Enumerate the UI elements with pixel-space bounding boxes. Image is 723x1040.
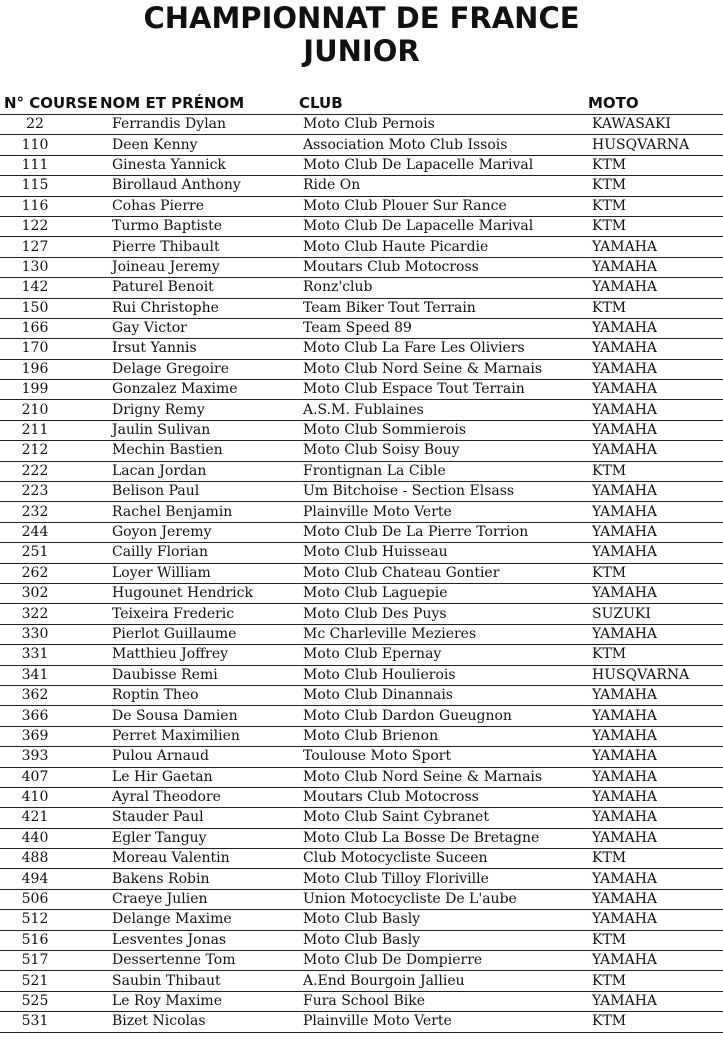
- race-number-cell: 115: [0, 176, 100, 196]
- table-row: [0, 176, 723, 196]
- race-number-cell: 488: [0, 849, 100, 869]
- rider-name-cell: Lesventes Jonas: [100, 930, 299, 950]
- moto-cell: KTM: [588, 563, 723, 583]
- table-row: [0, 380, 723, 400]
- club-cell: Moto Club Nord Seine & Marnais: [299, 359, 588, 379]
- club-cell: Moutars Club Motocross: [299, 257, 588, 277]
- moto-cell: YAMAHA: [588, 808, 723, 828]
- race-number-cell: 251: [0, 543, 100, 563]
- race-number-cell: 150: [0, 298, 100, 318]
- table-row: [0, 767, 723, 787]
- race-number-cell: 122: [0, 216, 100, 236]
- race-number-cell: 142: [0, 278, 100, 298]
- table-row: [0, 624, 723, 644]
- race-number-cell: 410: [0, 787, 100, 807]
- table-row: [0, 747, 723, 767]
- moto-cell: YAMAHA: [588, 522, 723, 542]
- rider-name-cell: Gay Victor: [100, 318, 299, 338]
- table-row: [0, 645, 723, 665]
- club-cell: Moto Club Soisy Bouy: [299, 441, 588, 461]
- table-row: [0, 808, 723, 828]
- table-row: [0, 889, 723, 909]
- moto-cell: KTM: [588, 971, 723, 991]
- rider-name-cell: Jaulin Sulivan: [100, 420, 299, 440]
- club-cell: Mc Charleville Mezieres: [299, 624, 588, 644]
- race-number-cell: 330: [0, 624, 100, 644]
- club-cell: Moto Club Haute Picardie: [299, 237, 588, 257]
- race-number-cell: 421: [0, 808, 100, 828]
- table-row: [0, 155, 723, 175]
- table-row: [0, 237, 723, 257]
- race-number-cell: 212: [0, 441, 100, 461]
- race-number-cell: 111: [0, 155, 100, 175]
- moto-cell: KTM: [588, 298, 723, 318]
- race-number-cell: 331: [0, 645, 100, 665]
- club-cell: Moto Club Tilloy Floriville: [299, 869, 588, 889]
- table-row: [0, 502, 723, 522]
- moto-cell: YAMAHA: [588, 237, 723, 257]
- moto-cell: YAMAHA: [588, 910, 723, 930]
- table-header-row: [0, 90, 723, 115]
- table-row: [0, 787, 723, 807]
- rider-name-cell: Le Hir Gaetan: [100, 767, 299, 787]
- race-number-cell: 110: [0, 135, 100, 155]
- moto-cell: YAMAHA: [588, 380, 723, 400]
- race-number-cell: 512: [0, 910, 100, 930]
- club-cell: Moto Club Espace Tout Terrain: [299, 380, 588, 400]
- race-number-cell: 222: [0, 461, 100, 481]
- rider-name-cell: Ayral Theodore: [100, 787, 299, 807]
- moto-cell: YAMAHA: [588, 787, 723, 807]
- club-cell: Moto Club Plouer Sur Rance: [299, 196, 588, 216]
- rider-name-cell: Mechin Bastien: [100, 441, 299, 461]
- race-number-cell: 525: [0, 991, 100, 1011]
- moto-cell: YAMAHA: [588, 278, 723, 298]
- moto-cell: YAMAHA: [588, 482, 723, 502]
- club-cell: Fura School Bike: [299, 991, 588, 1011]
- club-cell: Frontignan La Cible: [299, 461, 588, 481]
- moto-cell: KTM: [588, 645, 723, 665]
- table-row: [0, 951, 723, 971]
- club-cell: Plainville Moto Verte: [299, 502, 588, 522]
- club-cell: Moto Club Chateau Gontier: [299, 563, 588, 583]
- rider-name-cell: Rachel Benjamin: [100, 502, 299, 522]
- moto-cell: YAMAHA: [588, 624, 723, 644]
- race-number-cell: 341: [0, 665, 100, 685]
- race-number-cell: 440: [0, 828, 100, 848]
- race-number-cell: 244: [0, 522, 100, 542]
- club-cell: Ride On: [299, 176, 588, 196]
- race-number-cell: 196: [0, 359, 100, 379]
- title-block: [0, 0, 723, 88]
- table-row: [0, 1012, 723, 1032]
- moto-cell: YAMAHA: [588, 420, 723, 440]
- entry-list-table: [0, 90, 723, 1033]
- moto-cell: KTM: [588, 196, 723, 216]
- race-number-cell: 262: [0, 563, 100, 583]
- column-header-number: N° COURSE: [0, 90, 100, 115]
- race-number-cell: 232: [0, 502, 100, 522]
- club-cell: Team Biker Tout Terrain: [299, 298, 588, 318]
- race-number-cell: 166: [0, 318, 100, 338]
- club-cell: Moto Club Huisseau: [299, 543, 588, 563]
- rider-name-cell: Joineau Jeremy: [100, 257, 299, 277]
- club-cell: Club Motocycliste Suceen: [299, 849, 588, 869]
- moto-cell: KTM: [588, 849, 723, 869]
- rider-name-cell: Dessertenne Tom: [100, 951, 299, 971]
- moto-cell: KTM: [588, 176, 723, 196]
- table-row: [0, 359, 723, 379]
- club-cell: Plainville Moto Verte: [299, 1012, 588, 1032]
- page-title: CHAMPIONNAT DE FRANCE: [143, 1, 580, 35]
- club-cell: Moto Club Des Puys: [299, 604, 588, 624]
- moto-cell: YAMAHA: [588, 747, 723, 767]
- rider-name-cell: Teixeira Frederic: [100, 604, 299, 624]
- club-cell: Moto Club De La Pierre Torrion: [299, 522, 588, 542]
- moto-cell: YAMAHA: [588, 706, 723, 726]
- moto-cell: YAMAHA: [588, 889, 723, 909]
- club-cell: Moto Club Brienon: [299, 726, 588, 746]
- table-row: [0, 971, 723, 991]
- column-header-name: NOM ET PRÉNOM: [100, 90, 299, 115]
- table-row: [0, 196, 723, 216]
- rider-name-cell: Turmo Baptiste: [100, 216, 299, 236]
- club-cell: Moto Club La Fare Les Oliviers: [299, 339, 588, 359]
- rider-name-cell: Daubisse Remi: [100, 665, 299, 685]
- table-row: [0, 828, 723, 848]
- table-row: [0, 339, 723, 359]
- table-row: [0, 441, 723, 461]
- table-row: [0, 318, 723, 338]
- rider-name-cell: Lacan Jordan: [100, 461, 299, 481]
- club-cell: Moutars Club Motocross: [299, 787, 588, 807]
- race-number-cell: 170: [0, 339, 100, 359]
- table-row: [0, 278, 723, 298]
- table-row: [0, 910, 723, 930]
- rider-name-cell: Craeye Julien: [100, 889, 299, 909]
- table-row: [0, 216, 723, 236]
- moto-cell: YAMAHA: [588, 543, 723, 563]
- table-row: [0, 563, 723, 583]
- race-number-cell: 516: [0, 930, 100, 950]
- rider-name-cell: Ginesta Yannick: [100, 155, 299, 175]
- page-subtitle: JUNIOR: [303, 34, 420, 68]
- rider-name-cell: Deen Kenny: [100, 135, 299, 155]
- table-row: [0, 543, 723, 563]
- club-cell: Toulouse Moto Sport: [299, 747, 588, 767]
- race-number-cell: 494: [0, 869, 100, 889]
- moto-cell: KTM: [588, 930, 723, 950]
- club-cell: Moto Club Dardon Gueugnon: [299, 706, 588, 726]
- club-cell: Moto Club Dinannais: [299, 685, 588, 705]
- moto-cell: KAWASAKI: [588, 115, 723, 135]
- rider-name-cell: Drigny Remy: [100, 400, 299, 420]
- club-cell: Team Speed 89: [299, 318, 588, 338]
- moto-cell: YAMAHA: [588, 339, 723, 359]
- club-cell: Moto Club De Dompierre: [299, 951, 588, 971]
- race-number-cell: 393: [0, 747, 100, 767]
- table-row: [0, 461, 723, 481]
- moto-cell: YAMAHA: [588, 726, 723, 746]
- table-row: [0, 257, 723, 277]
- rider-name-cell: Perret Maximilien: [100, 726, 299, 746]
- race-number-cell: 369: [0, 726, 100, 746]
- rider-name-cell: Le Roy Maxime: [100, 991, 299, 1011]
- moto-cell: KTM: [588, 155, 723, 175]
- rider-name-cell: Goyon Jeremy: [100, 522, 299, 542]
- race-number-cell: 366: [0, 706, 100, 726]
- moto-cell: YAMAHA: [588, 359, 723, 379]
- club-cell: Moto Club Basly: [299, 930, 588, 950]
- table-row: [0, 298, 723, 318]
- table-row: [0, 991, 723, 1011]
- race-number-cell: 130: [0, 257, 100, 277]
- club-cell: Moto Club Epernay: [299, 645, 588, 665]
- table-row: [0, 665, 723, 685]
- rider-name-cell: Matthieu Joffrey: [100, 645, 299, 665]
- club-cell: Moto Club Sommierois: [299, 420, 588, 440]
- moto-cell: KTM: [588, 461, 723, 481]
- moto-cell: YAMAHA: [588, 257, 723, 277]
- club-cell: Moto Club Nord Seine & Marnais: [299, 767, 588, 787]
- race-number-cell: 521: [0, 971, 100, 991]
- rider-name-cell: Hugounet Hendrick: [100, 583, 299, 603]
- rider-name-cell: Pierlot Guillaume: [100, 624, 299, 644]
- moto-cell: YAMAHA: [588, 685, 723, 705]
- rider-name-cell: Birollaud Anthony: [100, 176, 299, 196]
- race-number-cell: 302: [0, 583, 100, 603]
- moto-cell: SUZUKI: [588, 604, 723, 624]
- club-cell: Moto Club La Bosse De Bretagne: [299, 828, 588, 848]
- rider-name-cell: Saubin Thibaut: [100, 971, 299, 991]
- rider-name-cell: Irsut Yannis: [100, 339, 299, 359]
- race-number-cell: 506: [0, 889, 100, 909]
- rider-name-cell: Roptin Theo: [100, 685, 299, 705]
- club-cell: Association Moto Club Issois: [299, 135, 588, 155]
- rider-name-cell: Gonzalez Maxime: [100, 380, 299, 400]
- race-number-cell: 199: [0, 380, 100, 400]
- moto-cell: YAMAHA: [588, 318, 723, 338]
- table-row: [0, 604, 723, 624]
- rider-name-cell: Moreau Valentin: [100, 849, 299, 869]
- moto-cell: HUSQVARNA: [588, 665, 723, 685]
- column-header-club: CLUB: [299, 90, 588, 115]
- moto-cell: YAMAHA: [588, 991, 723, 1011]
- club-cell: Ronz'club: [299, 278, 588, 298]
- rider-name-cell: Cailly Florian: [100, 543, 299, 563]
- club-cell: Moto Club Basly: [299, 910, 588, 930]
- club-cell: Moto Club De Lapacelle Marival: [299, 216, 588, 236]
- moto-cell: HUSQVARNA: [588, 135, 723, 155]
- moto-cell: YAMAHA: [588, 869, 723, 889]
- club-cell: Moto Club Houlierois: [299, 665, 588, 685]
- rider-name-cell: Delage Gregoire: [100, 359, 299, 379]
- race-number-cell: 517: [0, 951, 100, 971]
- club-cell: Moto Club Saint Cybranet: [299, 808, 588, 828]
- rider-name-cell: De Sousa Damien: [100, 706, 299, 726]
- race-number-cell: 211: [0, 420, 100, 440]
- moto-cell: KTM: [588, 1012, 723, 1032]
- table-row: [0, 849, 723, 869]
- column-header-moto: MOTO: [588, 90, 723, 115]
- moto-cell: YAMAHA: [588, 828, 723, 848]
- moto-cell: YAMAHA: [588, 951, 723, 971]
- rider-name-cell: Delange Maxime: [100, 910, 299, 930]
- rider-name-cell: Pulou Arnaud: [100, 747, 299, 767]
- club-cell: A.End Bourgoin Jallieu: [299, 971, 588, 991]
- race-number-cell: 22: [0, 115, 100, 135]
- club-cell: Um Bitchoise - Section Elsass: [299, 482, 588, 502]
- race-number-cell: 407: [0, 767, 100, 787]
- table-body: [0, 115, 723, 1033]
- rider-name-cell: Cohas Pierre: [100, 196, 299, 216]
- table-row: [0, 115, 723, 135]
- rider-name-cell: Bakens Robin: [100, 869, 299, 889]
- club-cell: Moto Club Pernois: [299, 115, 588, 135]
- table-row: [0, 135, 723, 155]
- moto-cell: YAMAHA: [588, 441, 723, 461]
- rider-name-cell: Loyer William: [100, 563, 299, 583]
- table-row: [0, 420, 723, 440]
- club-cell: Moto Club De Lapacelle Marival: [299, 155, 588, 175]
- table-row: [0, 726, 723, 746]
- table-row: [0, 869, 723, 889]
- moto-cell: KTM: [588, 216, 723, 236]
- table-row: [0, 706, 723, 726]
- table-row: [0, 583, 723, 603]
- race-number-cell: 127: [0, 237, 100, 257]
- rider-name-cell: Belison Paul: [100, 482, 299, 502]
- table-row: [0, 482, 723, 502]
- table-row: [0, 930, 723, 950]
- moto-cell: YAMAHA: [588, 502, 723, 522]
- club-cell: Union Motocycliste De L'aube: [299, 889, 588, 909]
- moto-cell: YAMAHA: [588, 400, 723, 420]
- race-number-cell: 210: [0, 400, 100, 420]
- rider-name-cell: Pierre Thibault: [100, 237, 299, 257]
- race-number-cell: 322: [0, 604, 100, 624]
- race-number-cell: 531: [0, 1012, 100, 1032]
- moto-cell: YAMAHA: [588, 583, 723, 603]
- rider-name-cell: Rui Christophe: [100, 298, 299, 318]
- club-cell: A.S.M. Fublaines: [299, 400, 588, 420]
- rider-name-cell: Egler Tanguy: [100, 828, 299, 848]
- moto-cell: YAMAHA: [588, 767, 723, 787]
- race-number-cell: 116: [0, 196, 100, 216]
- table-row: [0, 400, 723, 420]
- club-cell: Moto Club Laguepie: [299, 583, 588, 603]
- table-row: [0, 685, 723, 705]
- rider-name-cell: Bizet Nicolas: [100, 1012, 299, 1032]
- rider-name-cell: Paturel Benoit: [100, 278, 299, 298]
- table-row: [0, 522, 723, 542]
- race-number-cell: 223: [0, 482, 100, 502]
- race-number-cell: 362: [0, 685, 100, 705]
- rider-name-cell: Stauder Paul: [100, 808, 299, 828]
- rider-name-cell: Ferrandis Dylan: [100, 115, 299, 135]
